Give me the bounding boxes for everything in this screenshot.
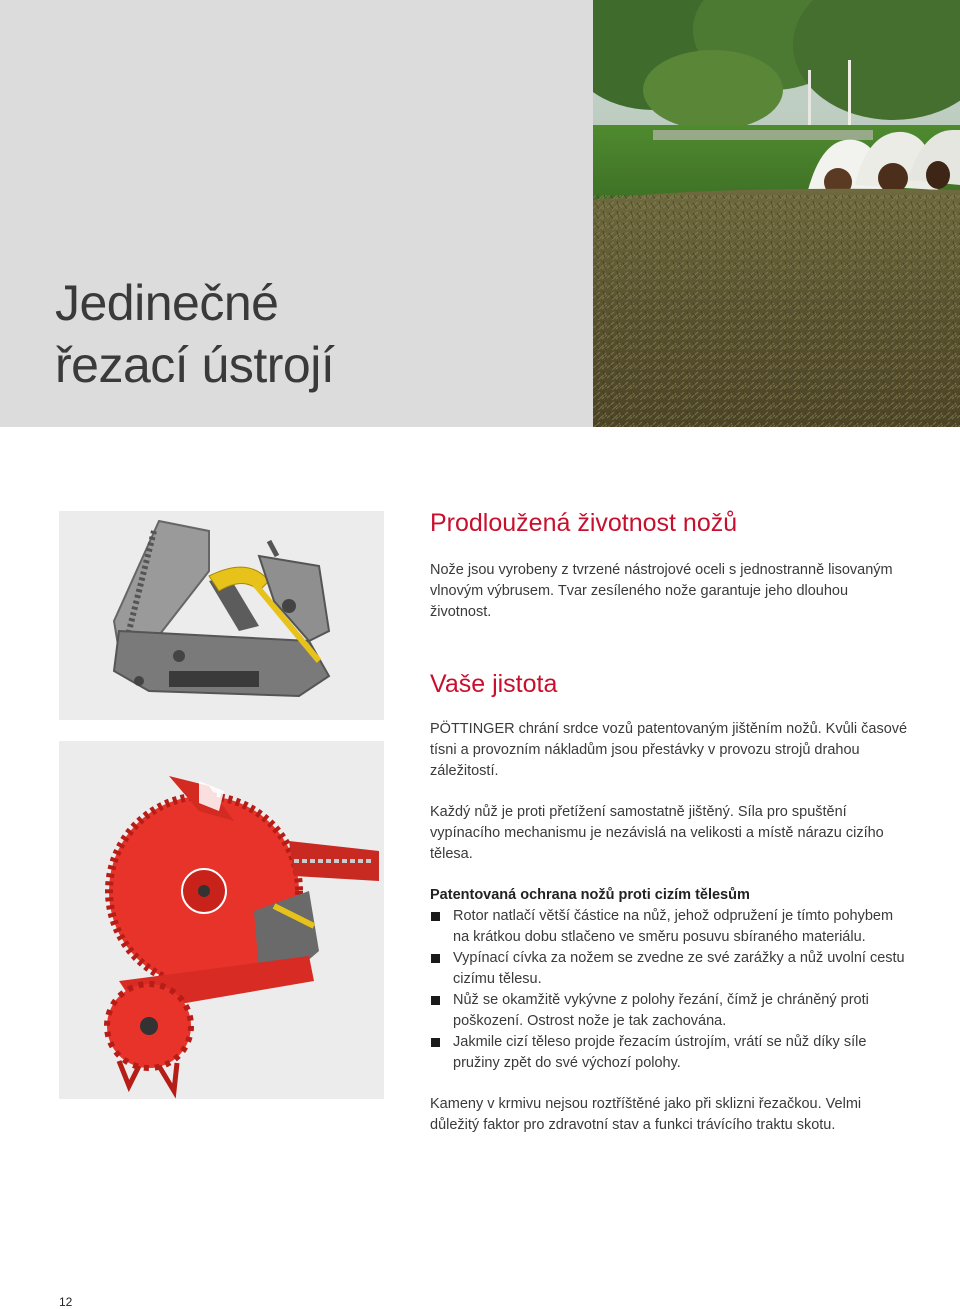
list-item-text: Nůž se okamžitě vykývne z polohy řezání, čímž je chráněný proti poškození. Ostrost nože je tak zachována. bbox=[453, 992, 869, 1029]
protection-bullet-list bbox=[430, 906, 910, 1074]
list-item-text: Vypínací cívka za nožem se zvedne ze své zarážky a nůž uvolní cestu cizímu tělesu. bbox=[453, 950, 905, 987]
heading-knife-lifetime: Prodloužená životnost nožů bbox=[430, 509, 738, 537]
list-item-text: Rotor natlačí větší částice na nůž, jehož odpružení je tímto pohybem na krátkou dobu stlačeno ve směru posuvu sbíraného materiálu. bbox=[453, 908, 894, 945]
hero-photo-field-calf-hutches bbox=[593, 0, 960, 427]
list-item-text: Jakmile cizí těleso projde řezacím ústrojím, vrátí se nůž díky síle pružiny zpět do své výchozí polohy. bbox=[453, 1034, 867, 1071]
safety-paragraph-2: Každý nůž je proti přetížení samostatně jištěný. Síla pro spuštění vypínacího mechanismu je nezávislá na velikosti a místě nárazu cizího tělesa. bbox=[430, 804, 884, 862]
knife-lifetime-text: Nože jsou vyrobeny z tvrzené nástrojové oceli s jednostranně lisovaným vlnovým výbrusem. Tvar zesíleného nože garantuje jeho dlouhou životnost. bbox=[430, 562, 893, 620]
protection-subheading: Patentovaná ochrana nožů proti cizím tělesům bbox=[430, 887, 750, 903]
content-column bbox=[430, 506, 910, 1136]
closing-paragraph: Kameny v krmivu nejsou roztříštěné jako při sklizni řezačkou. Velmi důležitý faktor pro zdravotní stav a funkci trávícího traktu skotu. bbox=[430, 1096, 862, 1133]
page-title-line2: řezací ústrojí bbox=[55, 337, 335, 393]
list-item bbox=[430, 948, 910, 990]
rotor-cutting-system-diagram bbox=[59, 741, 384, 1099]
page-title-line1: Jedinečné bbox=[55, 275, 279, 331]
square-bullet-icon bbox=[431, 954, 440, 963]
list-item bbox=[430, 990, 910, 1032]
square-bullet-icon bbox=[431, 1038, 440, 1047]
safety-paragraph-1: PÖTTINGER chrání srdce vozů patentovaným jištěním nožů. Kvůli časové tísni a provozním nákladům jsou přestávky v provozu strojů drahou záležitostí. bbox=[430, 721, 908, 779]
square-bullet-icon bbox=[431, 996, 440, 1005]
list-item bbox=[430, 906, 910, 948]
heading-your-safety: Vaše jistota bbox=[430, 670, 558, 698]
list-item bbox=[430, 1032, 910, 1074]
page-number: 12 bbox=[59, 1295, 73, 1309]
square-bullet-icon bbox=[431, 912, 440, 921]
knife-mechanism-diagram bbox=[59, 511, 384, 720]
page-title bbox=[55, 272, 334, 396]
